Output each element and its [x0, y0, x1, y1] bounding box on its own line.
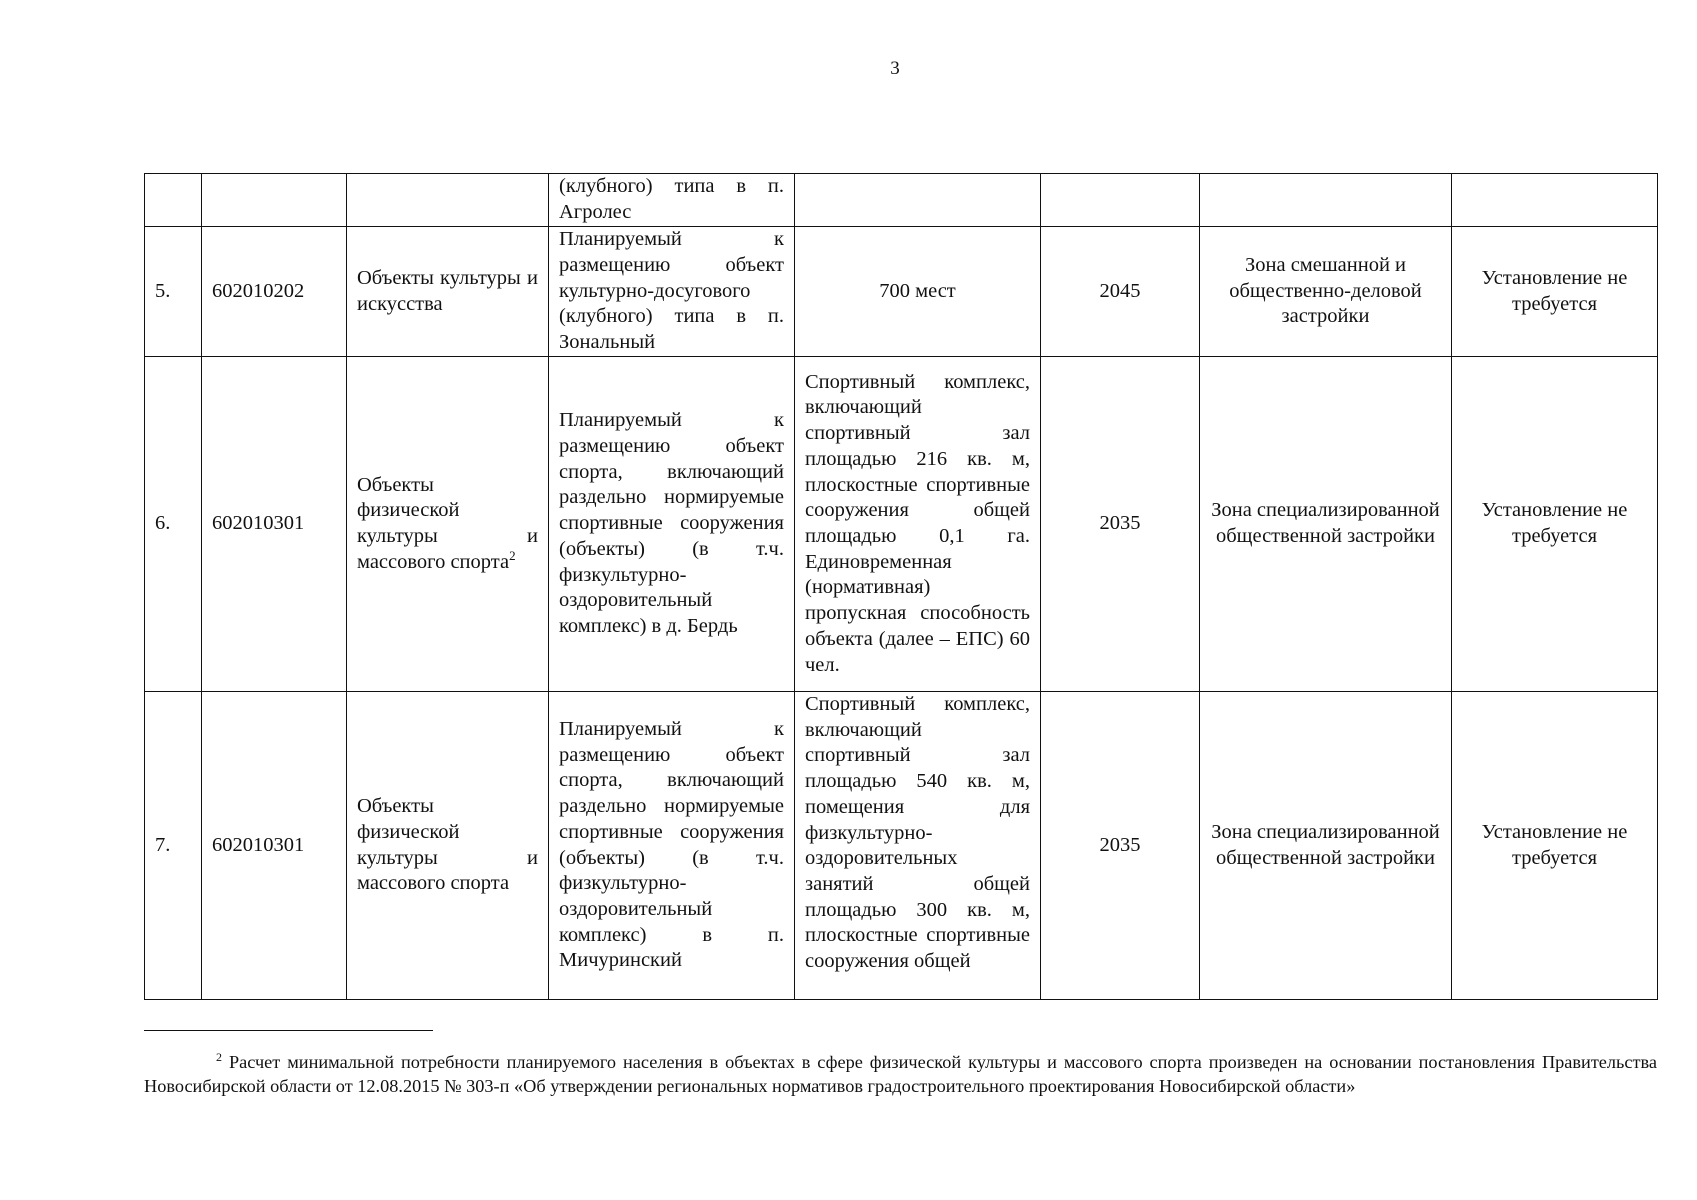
- row-number-cell: 7.: [145, 692, 202, 1000]
- restriction-zone-cell: Установление не требуется: [1452, 227, 1658, 357]
- object-type-cell: [347, 174, 549, 227]
- object-description-cell: Планируемый к размещению объект спорта, включающий раздельно нормируемые спортивные сооружения (объекты) (в т.ч. физкультурно-оздоровительный комплекс) в д. Бердь: [549, 357, 795, 692]
- restriction-zone-cell: Установление не требуется: [1452, 692, 1658, 1000]
- restriction-zone-cell: Установление не требуется: [1452, 357, 1658, 692]
- functional-zone-cell: Зона смешанной и общественно-деловой застройки: [1200, 227, 1452, 357]
- implementation-year-cell: 2045: [1041, 227, 1200, 357]
- object-description-cell: Планируемый к размещению объект спорта, включающий раздельно нормируемые спортивные сооружения (объекты) (в т.ч. физкультурно-оздоровительный комплекс) в п. Мичуринский: [549, 692, 795, 1000]
- object-type-cell: Объекты культуры и искусства: [347, 227, 549, 357]
- footnote: [144, 1050, 1657, 1098]
- object-code-cell: 602010301: [202, 692, 347, 1000]
- footnote-separator: [144, 1030, 433, 1031]
- object-characteristics-cell: 700 мест: [795, 227, 1041, 357]
- object-code-cell: [202, 174, 347, 227]
- implementation-year-cell: 2035: [1041, 357, 1200, 692]
- footnote-reference[interactable]: 2: [509, 547, 516, 563]
- object-characteristics-cell: [795, 174, 1041, 227]
- row-number-cell: 6.: [145, 357, 202, 692]
- table-row: [145, 357, 1658, 692]
- row-number-cell: [145, 174, 202, 227]
- page-number: 3: [890, 58, 900, 79]
- object-type-cell: [347, 357, 549, 692]
- object-type-cell: Объекты физической культуры и массового спорта: [347, 692, 549, 1000]
- object-code-cell: 602010301: [202, 357, 347, 692]
- restriction-zone-cell: [1452, 174, 1658, 227]
- functional-zone-cell: [1200, 174, 1452, 227]
- footnote-text: Расчет минимальной потребности планируемого населения в объектах в сфере физической культуры и массового спорта произведен на основании постановления Правительства Новосибирской области от 12.08.2015 № 303-п «Об утверждении региональных нормативов градостроительного проектирования Новосибирской области»: [144, 1052, 1657, 1096]
- object-description-cell: (клубного) типа в п. Агролес: [549, 174, 795, 227]
- table-row: [145, 174, 1658, 227]
- functional-zone-cell: Зона специализированной общественной застройки: [1200, 692, 1452, 1000]
- implementation-year-cell: [1041, 174, 1200, 227]
- footnote-mark: 2: [216, 1049, 222, 1064]
- row-number-cell: 5.: [145, 227, 202, 357]
- table-row: [145, 692, 1658, 1000]
- object-code-cell: 602010202: [202, 227, 347, 357]
- implementation-year-cell: 2035: [1041, 692, 1200, 1000]
- functional-zone-cell: Зона специализированной общественной застройки: [1200, 357, 1452, 692]
- planned-objects-table: [144, 173, 1658, 1000]
- table-row: [145, 227, 1658, 357]
- object-type-text: Объекты физической культуры и массового спорта: [357, 473, 538, 573]
- object-characteristics-cell: Спортивный комплекс, включающий спортивный зал площадью 540 кв. м, помещения для физкультурно-оздоровительных занятий общей площадью 300 кв. м, плоскостные спортивные сооружения общей: [795, 692, 1041, 1000]
- object-description-cell: Планируемый к размещению объект культурно-досугового (клубного) типа в п. Зональный: [549, 227, 795, 357]
- object-characteristics-cell: Спортивный комплекс, включающий спортивный зал площадью 216 кв. м, плоскостные спортивные сооружения общей площадью 0,1 га. Единовременная (нормативная) пропускная способность объекта (далее – ЕПС) 60 чел.: [795, 357, 1041, 692]
